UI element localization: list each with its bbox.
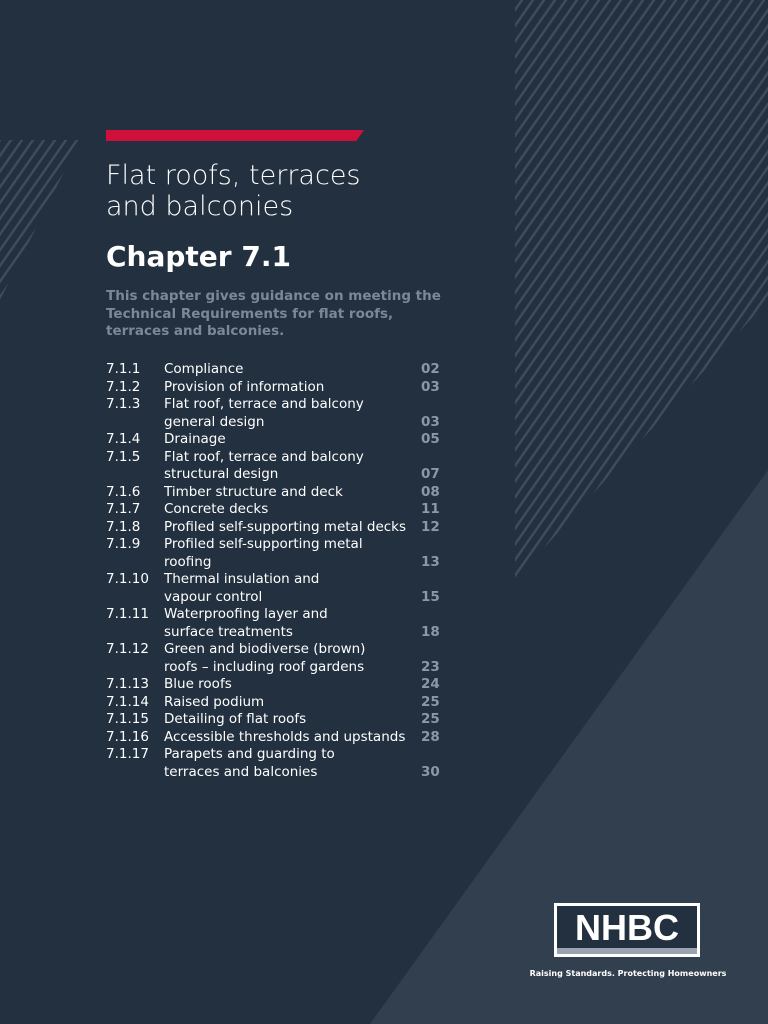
toc-section-number: 7.1.10 — [106, 571, 149, 587]
nhbc-logo — [554, 903, 700, 957]
logo-text: NHBC — [575, 907, 679, 948]
toc-row[interactable] — [106, 641, 451, 676]
chapter-intro: This chapter gives guidance on meeting the Technical Requirements for flat roofs, terraces and balconies. — [106, 288, 441, 340]
toc-row[interactable] — [106, 711, 451, 729]
toc-section-number: 7.1.9 — [106, 536, 141, 552]
toc-title-line: Accessible thresholds and upstands — [164, 728, 406, 745]
toc-section-number: 7.1.6 — [106, 483, 141, 500]
toc-title-line: surface treatments — [164, 623, 293, 640]
toc-section-title — [164, 501, 421, 519]
toc-title-line: Raised podium — [164, 693, 265, 710]
chapter-number: Chapter 7.1 — [106, 240, 291, 273]
toc-row[interactable] — [106, 379, 451, 397]
toc-section-title — [164, 379, 421, 397]
toc-row[interactable] — [106, 431, 451, 449]
toc-row[interactable] — [106, 606, 451, 641]
logo-tagline: Raising Standards. Protecting Homeowners — [529, 969, 727, 978]
toc-title-line: Provision of information — [164, 378, 325, 395]
toc-section-title — [164, 606, 421, 641]
toc-section-number: 7.1.17 — [106, 746, 149, 762]
toc-title-line: vapour control — [164, 588, 263, 605]
toc-title-line: Blue roofs — [164, 676, 232, 692]
toc-row[interactable] — [106, 396, 451, 431]
toc-page-number: 24 — [421, 676, 440, 692]
toc-page-number: 30 — [421, 763, 440, 780]
logo-strip — [557, 948, 697, 954]
toc-title-line: roofing — [164, 553, 212, 570]
toc-section-title — [164, 746, 421, 781]
toc-title-line: Detailing of flat roofs — [164, 711, 307, 727]
toc-section-number: 7.1.8 — [106, 518, 141, 535]
toc-page-number: 25 — [421, 711, 440, 727]
toc-section-title — [164, 571, 421, 606]
chapter-title — [106, 160, 526, 222]
toc-section-title — [164, 694, 421, 712]
toc-page-number: 03 — [421, 413, 440, 430]
toc-section-title — [164, 449, 421, 484]
toc-section-number: 7.1.15 — [106, 711, 149, 727]
toc-title-line: Flat roof, terrace and balcony — [164, 448, 364, 465]
accent-bar — [106, 130, 364, 141]
toc-title-line: Profiled self-supporting metal decks — [164, 518, 407, 535]
toc-page-number: 12 — [421, 518, 440, 535]
toc-section-number: 7.1.7 — [106, 501, 141, 517]
toc-page-number: 07 — [421, 466, 440, 482]
toc-title-line: Concrete decks — [164, 501, 269, 517]
toc-row[interactable] — [106, 729, 451, 747]
toc-section-number: 7.1.11 — [106, 606, 149, 622]
toc-section-title — [164, 676, 421, 694]
toc-section-number: 7.1.4 — [106, 431, 141, 447]
toc-section-title — [164, 729, 421, 747]
toc-row[interactable] — [106, 676, 451, 694]
toc-page-number: 05 — [421, 431, 440, 447]
toc-row[interactable] — [106, 571, 451, 606]
toc-section-number: 7.1.13 — [106, 676, 149, 692]
toc-section-title — [164, 431, 421, 449]
toc-page-number: 23 — [421, 658, 440, 675]
toc-page-number: 03 — [421, 378, 440, 395]
toc-title-line: Green and biodiverse (brown) — [164, 641, 366, 657]
toc-row[interactable] — [106, 449, 451, 484]
toc-row[interactable] — [106, 694, 451, 712]
toc-title-line: roofs – including roof gardens — [164, 658, 365, 675]
toc-page-number: 11 — [421, 501, 440, 517]
toc-section-number: 7.1.1 — [106, 361, 141, 377]
toc-title-line: Drainage — [164, 431, 226, 447]
toc-section-number: 7.1.16 — [106, 728, 149, 745]
toc-title-line: Parapets and guarding to — [164, 746, 335, 762]
toc-section-number: 7.1.14 — [106, 693, 149, 710]
toc-page-number: 25 — [421, 693, 440, 710]
toc-section-number: 7.1.5 — [106, 448, 141, 465]
table-of-contents — [106, 361, 451, 781]
toc-row[interactable] — [106, 484, 451, 502]
toc-title-line: Waterproofing layer and — [164, 606, 328, 622]
toc-section-number: 7.1.2 — [106, 378, 141, 395]
toc-section-title — [164, 536, 421, 571]
toc-row[interactable] — [106, 361, 451, 379]
toc-section-title — [164, 484, 421, 502]
toc-row[interactable] — [106, 501, 451, 519]
toc-section-title — [164, 396, 421, 431]
toc-title-line: structural design — [164, 466, 279, 482]
toc-section-title — [164, 519, 421, 537]
toc-section-title — [164, 361, 421, 379]
toc-page-number: 18 — [421, 623, 440, 640]
toc-row[interactable] — [106, 519, 451, 537]
toc-page-number: 02 — [421, 361, 440, 377]
toc-row[interactable] — [106, 746, 451, 781]
title-line: and balconies — [106, 191, 294, 222]
toc-title-line: terraces and balconies — [164, 763, 318, 780]
toc-row[interactable] — [106, 536, 451, 571]
toc-title-line: Thermal insulation and — [164, 571, 320, 587]
toc-page-number: 13 — [421, 553, 440, 570]
toc-title-line: Profiled self-supporting metal — [164, 536, 363, 552]
toc-section-number: 7.1.12 — [106, 641, 149, 657]
toc-page-number: 28 — [421, 728, 440, 745]
toc-title-line: Timber structure and deck — [164, 483, 343, 500]
toc-title-line: Compliance — [164, 361, 244, 377]
toc-page-number: 15 — [421, 588, 440, 605]
toc-section-title — [164, 711, 421, 729]
toc-page-number: 08 — [421, 483, 440, 500]
toc-section-number: 7.1.3 — [106, 396, 141, 412]
toc-title-line: general design — [164, 413, 265, 430]
toc-section-title — [164, 641, 421, 676]
toc-title-line: Flat roof, terrace and balcony — [164, 396, 364, 412]
title-line: Flat roofs, terraces — [106, 160, 361, 191]
